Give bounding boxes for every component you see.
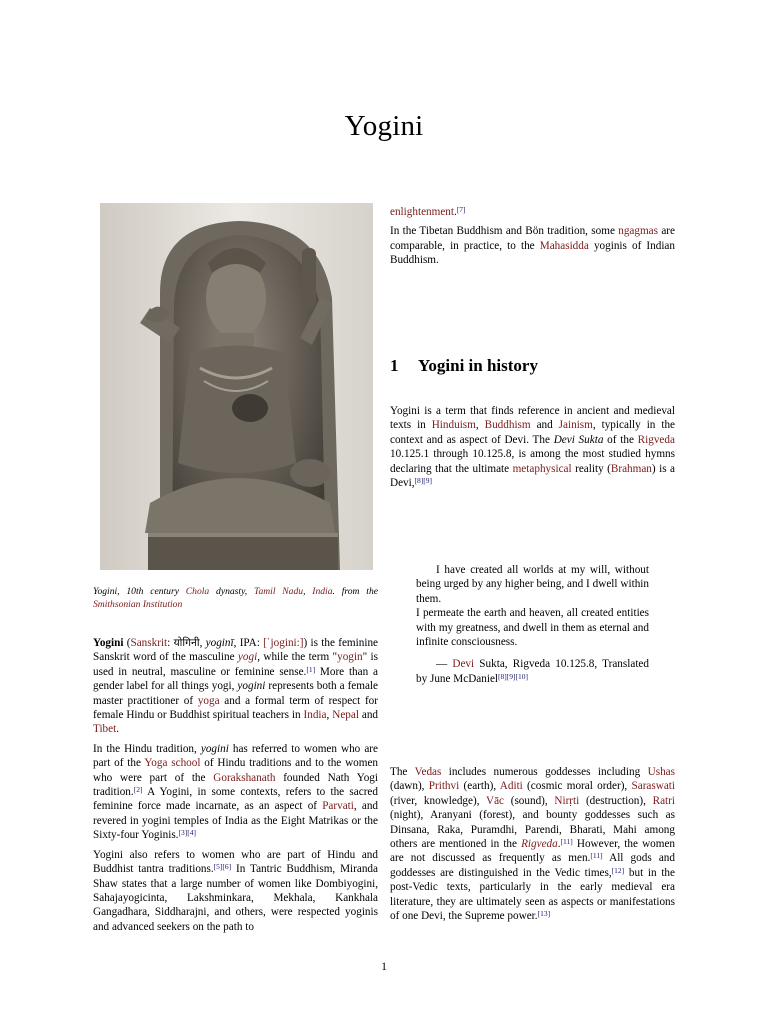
text: ( (123, 637, 131, 649)
citation[interactable]: [1] (306, 664, 316, 674)
text: , (326, 709, 333, 722)
link-sanskrit[interactable]: Sanskrit (130, 637, 168, 649)
text: — (436, 658, 453, 671)
link-buddhism[interactable]: Buddhism (484, 419, 531, 432)
quote-line-2: I permeate the earth and heaven, all created entities with my greatness, and dwell in them as eternal and infinite consciousness. (416, 607, 649, 649)
text: In the Tibetan Buddhism and Bön tradition, some (390, 225, 619, 238)
text: (cosmic moral order), (522, 780, 632, 793)
link-aditi[interactable]: Aditi (499, 780, 523, 793)
section-title: Yogini in history (418, 356, 538, 375)
text: In the Hindu tradition, (93, 742, 201, 755)
text: and (358, 709, 379, 722)
link-saraswati[interactable]: Saraswati (631, 780, 676, 793)
text: of the (603, 433, 638, 446)
text: has referred to women who are part of the (93, 742, 378, 770)
section-number: 1 (390, 356, 399, 375)
text: but in the post-Vedic texts, particularly in the early medieval era literature, they are ultimately seen as aspects or manifestations of one Devi, the Supreme power. (390, 866, 675, 923)
link-yogi[interactable]: yogi (237, 651, 258, 664)
text: . (454, 206, 457, 218)
figure-caption (93, 585, 378, 611)
text: Sukta, Rigveda 10.125.8, Translated by June McDaniel (416, 658, 649, 685)
text: yogini (237, 680, 266, 693)
caption-text: Yogini, 10th century (93, 586, 186, 597)
link-devi[interactable]: Devi (452, 658, 475, 671)
link-nepal[interactable]: Nepal (332, 709, 359, 722)
text: . (116, 723, 120, 736)
link-india[interactable]: India (303, 709, 327, 722)
citation[interactable]: [13] (537, 909, 551, 919)
paragraph-tibetan (390, 224, 675, 267)
citation[interactable]: [5][6] (213, 862, 232, 872)
link-jainism[interactable]: Jainism (558, 419, 593, 432)
text: yogini (200, 742, 229, 755)
link-yoga[interactable]: yoga (197, 694, 220, 707)
link-nirrti[interactable]: Nirṛti (554, 794, 580, 807)
citation[interactable]: [3][4] (178, 828, 196, 838)
text: (earth), (459, 780, 500, 793)
text: , typically in the context and as aspect of Devi. The (390, 419, 676, 446)
paragraph-tantra (93, 848, 378, 934)
section-heading (390, 356, 538, 376)
text: A Yogini, in some contexts, refers to the sacred feminine force made incarnate, as an aspect of (93, 786, 378, 813)
link-parvati[interactable]: Parvati (322, 800, 354, 813)
page-title: Yogini (344, 110, 424, 142)
link-yogin[interactable]: yogin (337, 651, 363, 664)
citation[interactable]: [12] (611, 865, 625, 875)
link-tibet[interactable]: Tibet (93, 723, 117, 736)
text: (sound), (504, 794, 555, 807)
text: of Hindu traditions and to the women who were part of the (93, 757, 379, 784)
paragraph-history (390, 404, 675, 490)
link-vedas[interactable]: Vedas (414, 766, 442, 778)
text: are comparable, in practice, to the (390, 225, 675, 252)
link-ratri[interactable]: Ratri (652, 794, 675, 807)
link-vac[interactable]: Vāc (486, 794, 505, 807)
link-ipa[interactable]: [ˈjogini:] (263, 637, 304, 649)
text: 10.125.1 through 10.125.8, is among the most studied hymns declaring that the ultimate (390, 448, 675, 475)
text: and (530, 419, 559, 432)
text: The (390, 766, 415, 778)
paragraph-hindu-tradition (93, 742, 378, 843)
link-tamil-nadu[interactable]: Tamil Nadu (253, 586, 304, 597)
text: reality ( (571, 462, 611, 475)
paragraph-vedas (390, 765, 675, 923)
caption-text: dynasty, (209, 586, 254, 597)
link-enlightenment[interactable]: enlightenment (390, 206, 455, 218)
link-hinduism[interactable]: Hinduism (431, 419, 476, 432)
link-mahasidda[interactable]: Mahasidda (539, 239, 589, 252)
text: However, the women are not discussed as frequently as men. (390, 838, 676, 865)
text: In Tantric Buddhism, Miranda Shaw states that a large number of women like Dombiyogini, Sahajayogicinta, Lakshminkara, Mekhala, Kankhala Gangadhara, Siddharajni, and others, were respected yoginis and advanced seekers on the path to (93, 863, 378, 933)
text: . (557, 838, 561, 851)
link-chola[interactable]: Chola (185, 586, 210, 597)
link-rigveda[interactable]: Rigveda (637, 433, 675, 446)
right-column-vedas (390, 765, 675, 923)
link-metaphysical[interactable]: metaphysical (512, 462, 572, 475)
right-column-history (390, 404, 675, 490)
link-smithsonian[interactable]: Smithsonian Institution (93, 599, 183, 610)
caption-text: . from the (332, 586, 378, 597)
link-prithvi[interactable]: Prithvi (428, 780, 460, 793)
text: : (167, 637, 174, 649)
link-ngagmas[interactable]: ngagmas (618, 225, 659, 238)
citation[interactable]: [2] (133, 785, 143, 795)
text: Yogini also refers to women who are part of Hindu and Buddhist tantra traditions. (93, 848, 378, 876)
devanagari-text: योगिनी (173, 637, 200, 649)
quote-line-1: I have created all worlds at my will, without being urged by any higher being, and I dwell within them. (416, 564, 649, 605)
paragraph-continued (390, 205, 675, 219)
text: Yogini is a term that finds reference in ancient and medieval texts in (390, 405, 675, 432)
text: More than a gender label for all things yogi, (93, 665, 378, 693)
right-column-top (390, 205, 675, 268)
citation[interactable]: [8][9][10] (498, 671, 529, 681)
left-column (93, 636, 378, 934)
citation[interactable]: [7] (456, 205, 466, 214)
link-gorakshanath[interactable]: Gorakshanath (213, 771, 276, 784)
text: ) is the feminine Sanskrit word of the masculine (93, 637, 379, 664)
text: yoginī (205, 637, 234, 649)
text: includes numerous goddesses including (441, 766, 648, 778)
paragraph-intro (93, 636, 378, 737)
text: " is used in neutral, masculine or feminine sense. (93, 651, 379, 678)
link-yoga-school[interactable]: Yoga school (144, 757, 201, 770)
sculpture-illustration (100, 203, 373, 570)
link-ushas[interactable]: Ushas (647, 766, 675, 778)
text: , while the term " (257, 651, 338, 664)
text: and a formal term of respect for female Hindu or Buddhist spiritual teachers in (93, 694, 379, 722)
text: founded Nath Yogi tradition. (93, 771, 378, 799)
link-india[interactable]: India (312, 586, 333, 597)
text: , and revered in yogini temples of India as the Eight Matrikas or the Sixty-four Yoginis. (93, 800, 379, 842)
text: (night), Aranyani (forest), and bounty goddesses such as Dinsana, Raka, Puramdhi, Parendi, Bharati, Mahi among others are mentioned in the (390, 809, 675, 851)
citation[interactable]: [11] (560, 837, 573, 847)
quote-attribution (416, 657, 649, 686)
text: (river, knowledge), (390, 794, 486, 807)
block-quote (416, 563, 649, 686)
term-yogini: Yogini (93, 637, 124, 649)
page-number: 1 (381, 961, 387, 973)
text: Devi Sukta (553, 433, 604, 446)
text: All gods and goddesses are distinguished in the Vedic times, (390, 852, 675, 879)
caption-text: , (303, 586, 313, 597)
text: ) is a Devi, (390, 462, 675, 490)
text: (dawn), (390, 780, 429, 793)
yogini-sculpture-image (100, 203, 373, 570)
citation[interactable]: [8][9] (414, 476, 433, 486)
citation[interactable]: [11] (590, 851, 603, 861)
text: , (199, 637, 206, 649)
link-brahman[interactable]: Brahman (610, 462, 652, 475)
text: , (475, 419, 485, 432)
text: yoginis of Indian Buddhism. (390, 239, 675, 267)
text: represents both a female master practitioner of (93, 680, 379, 707)
text: , IPA: (233, 637, 264, 649)
text: (destruction), (579, 794, 653, 807)
link-rigveda[interactable]: Rigveda (521, 838, 558, 851)
